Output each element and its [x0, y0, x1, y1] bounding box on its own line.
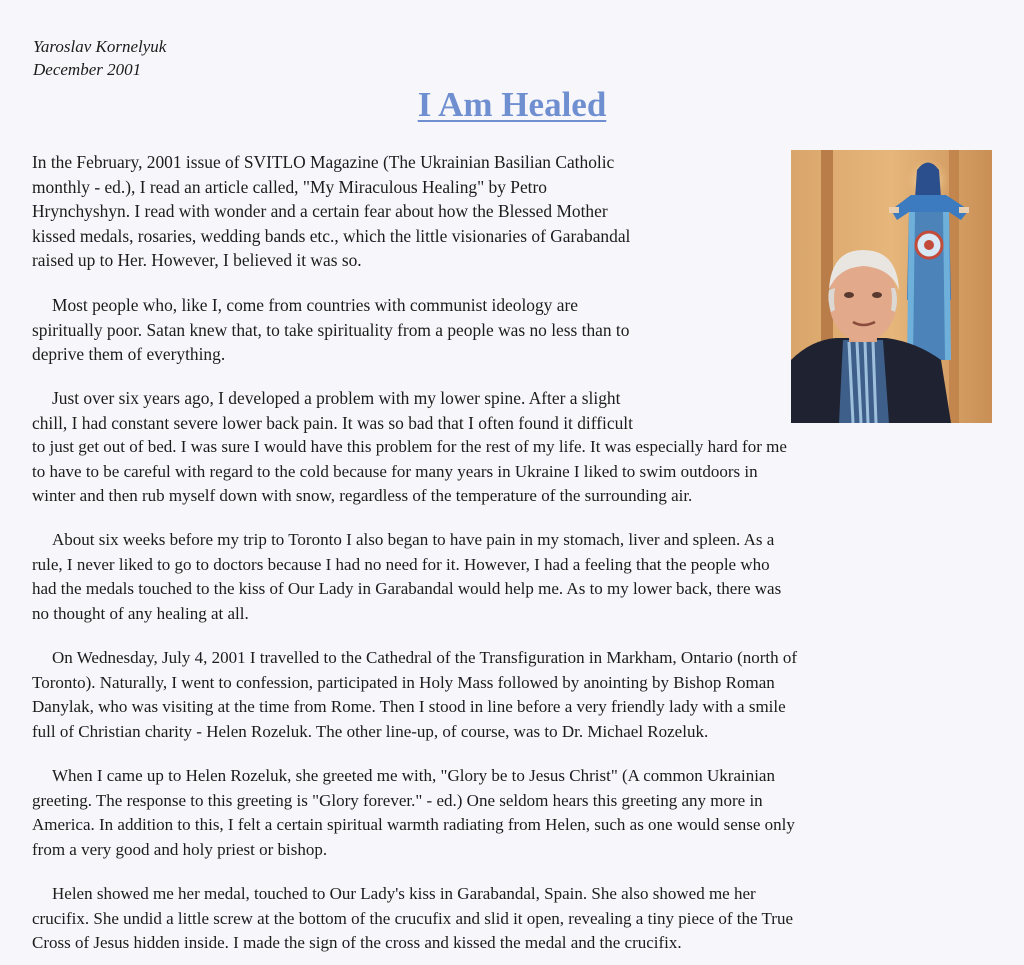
byline	[33, 35, 166, 81]
text-line: crucifix. She undid a little screw at the bottom of the crucufix and slid it open, revealing a tiny piece of the True	[32, 908, 794, 928]
text-line: rule, I never liked to go to doctors because I had no need for it. However, I had a feeling that the people who	[32, 554, 770, 574]
author-name: Yaroslav Kornelyuk	[33, 37, 167, 56]
text-line: Helen showed me her medal, touched to Our Lady's kiss in Garabandal, Spain. She also showed me her	[52, 884, 756, 903]
text-line: monthly - ed.), I read an article called, "My Miraculous Healing" by Petro	[32, 176, 547, 197]
text-line: chill, I had constant severe lower back pain. It was so bad that I often found it difficult	[32, 412, 633, 433]
paragraph-5	[32, 646, 797, 744]
text-line: had the medals touched to the kiss of Our Lady in Garabandal would help me. As to my lower back, there was	[32, 579, 782, 598]
text-line: to just get out of bed. I was sure I would have this problem for the rest of my life. It was especially hard for me	[32, 437, 787, 456]
text-line: Cross of Jesus hidden inside. I made the sign of the cross and kissed the medal and the crucifix.	[32, 933, 682, 952]
text-line: In the February, 2001 issue of SVITLO Magazine (The Ukrainian Basilian Catholic	[32, 152, 615, 172]
text-line: About six weeks before my trip to Toronto I also began to have pain in my stomach, liver and spleen. As a	[52, 530, 775, 549]
text-line: deprive them of everything.	[32, 344, 226, 364]
text-line: greeting. The response to this greeting is "Glory forever." - ed.) One seldom hears this greeting any more in	[32, 790, 763, 810]
paragraph-2	[32, 293, 629, 367]
paragraph-1	[32, 150, 630, 273]
paragraph-3	[32, 386, 787, 509]
paragraph-7	[32, 882, 793, 956]
text-line: raised up to Her. However, I believed it was so.	[32, 250, 362, 270]
paragraph-4	[32, 528, 781, 626]
article-date: December 2001	[33, 60, 142, 79]
text-line: winter and then rub myself down with snow, regardless of the temperature of the surrounding air.	[32, 486, 693, 505]
text-line: kissed medals, rosaries, wedding bands etc., which the little visionaries of Garabandal	[32, 225, 631, 246]
text-line: When I came up to Helen Rozeluk, she greeted me with, "Glory be to Jesus Christ" (A common Ukrainian	[52, 766, 775, 785]
text-line: spiritually poor. Satan knew that, to take spirituality from a people was no less than to	[32, 319, 630, 340]
text-line: no thought of any healing at all.	[32, 603, 249, 623]
text-line: Just over six years ago, I developed a problem with my lower spine. After a slight	[52, 388, 621, 408]
text-line: America. In addition to this, I felt a certain spiritual warmth radiating from Helen, such as one would sense only	[32, 815, 795, 834]
text-line: On Wednesday, July 4, 2001 I travelled to the Cathedral of the Transfiguration in Markham, Ontario (north of	[52, 648, 798, 667]
text-line: Hrynchyshyn. I read with wonder and a certain fear about how the Blessed Mother	[32, 201, 608, 221]
text-line: Most people who, like I, come from countries with communist ideology are	[52, 295, 578, 315]
article-title: I Am Healed	[417, 85, 607, 124]
text-line: to have to be careful with regard to the cold because for many years in Ukraine I liked to swim outdoors in	[32, 461, 758, 481]
author-photo	[791, 150, 992, 423]
text-line: full of Christian charity - Helen Rozeluk. The other line-up, of course, was to Dr. Michael Rozeluk.	[32, 721, 709, 741]
text-line: from a very good and holy priest or bishop.	[32, 839, 328, 859]
text-line: Toronto). Naturally, I went to confession, participated in Holy Mass followed by anointing by Bishop Roman	[32, 672, 775, 692]
text-line: Danylak, who was visiting at the time from Rome. Then I stood in line before a very friendly lady with a smile	[32, 697, 786, 716]
paragraph-6	[32, 764, 795, 862]
